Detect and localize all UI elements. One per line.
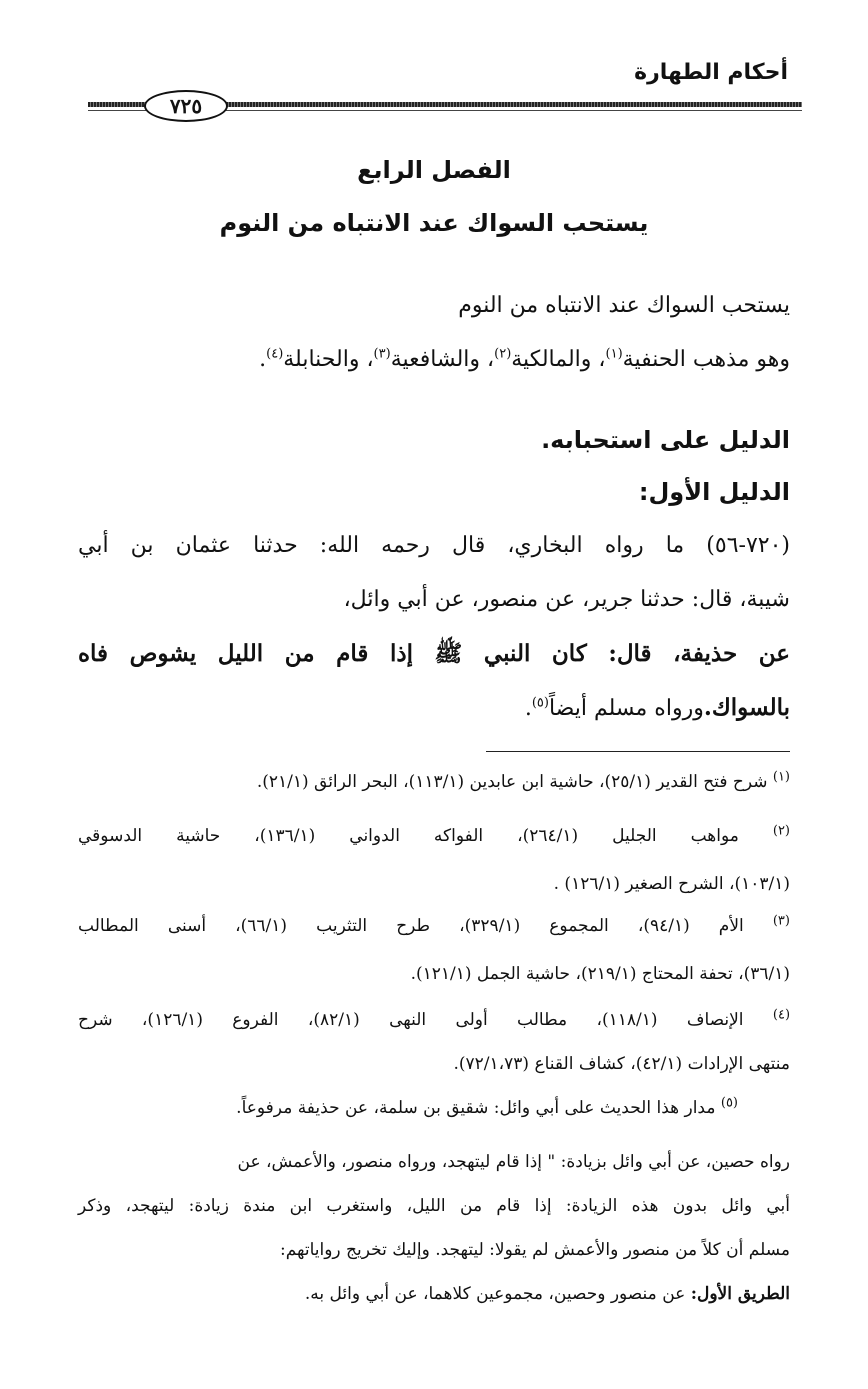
footnote-1-text: شرح فتح القدير (٢٥/١)، حاشية ابن عابدين (١١٣/١)، البحر الرائق (٢١/١). bbox=[256, 772, 768, 792]
hadith-chain-line-1: (٧٢٠-٥٦) ما رواه البخاري، قال رحمه الله: حدثنا عثمان بن أبي bbox=[78, 533, 790, 558]
paragraph-1: يستحب السواك عند الانتباه من النوم bbox=[458, 293, 790, 318]
footnote-4-line-1 bbox=[78, 1002, 790, 1038]
p2-text-a: وهو مذهب الحنفية bbox=[622, 347, 790, 372]
footnote-1 bbox=[257, 764, 790, 800]
page-number: ٧٢٥ bbox=[144, 90, 228, 122]
hadith-text-line-1: عن حذيفة، قال: كان النبي ﷺ إذا قام من الليل يشوص فاه bbox=[78, 640, 790, 667]
footnote-1-number: (١) bbox=[772, 769, 790, 785]
p2-text-d: ، والحنابلة bbox=[283, 347, 374, 372]
footnote-5-number: (٥) bbox=[720, 1095, 738, 1111]
p2-text-c: ، والشافعية bbox=[390, 347, 495, 372]
footnote-5-line-4: مسلم أن كلاً من منصور والأعمش لم يقولا: ليتهجد. وإليك تخريج رواياتهم: bbox=[279, 1240, 790, 1260]
paragraph-2 bbox=[259, 340, 790, 380]
footnote-3-line-1 bbox=[78, 908, 790, 944]
footnote-2-line-1 bbox=[78, 818, 790, 854]
p2-text-e: . bbox=[259, 347, 267, 372]
footnote-3-line-2: (٣٦/١)، تحفة المحتاج (٢١٩/١)، حاشية الجمل (١٢١/١). bbox=[410, 964, 790, 984]
hadith-end: . bbox=[524, 696, 532, 721]
footnote-ref-1: (١) bbox=[605, 346, 623, 362]
evidence-heading: الدليل على استحبابه. bbox=[541, 426, 790, 454]
first-evidence-heading: الدليل الأول: bbox=[638, 478, 790, 506]
footnote-5-text-1: مدار هذا الحديث على أبي وائل: شقيق بن سلمة، عن حذيفة مرفوعاً. bbox=[236, 1098, 716, 1118]
hadith-chain-line-2: شيبة، قال: حدثنا جرير، عن منصور، عن أبي وائل، bbox=[343, 587, 790, 612]
chapter-subtitle: يستحب السواك عند الانتباه من النوم bbox=[219, 209, 649, 237]
hadith-text-line-2 bbox=[525, 688, 790, 729]
footnote-5-line-3: أبي وائل بدون هذه الزيادة: إذا قام من الليل، واستغرب ابن مندة زيادة: ليتهجد، وذكر bbox=[78, 1196, 790, 1216]
footnote-5-line-5 bbox=[305, 1276, 790, 1312]
footnote-2-text-1: مواهب الجليل (٢٦٤/١)، الفواكه الدواني (١٣٦/١)، حاشية الدسوقي bbox=[78, 826, 739, 846]
chapter-title: الفصل الرابع bbox=[357, 156, 511, 184]
footnote-ref-5: (٥) bbox=[531, 695, 549, 711]
hadith-narration-note: ورواه مسلم أيضاً bbox=[548, 696, 704, 721]
footnote-ref-3: (٣) bbox=[373, 346, 391, 362]
footnote-5-line-1 bbox=[236, 1090, 738, 1126]
footnote-ref-2: (٢) bbox=[494, 346, 512, 362]
footnote-2-number: (٢) bbox=[772, 823, 790, 839]
footnote-4-number: (٤) bbox=[772, 1007, 791, 1023]
p2-text-b: ، والمالكية bbox=[511, 347, 606, 372]
footnote-ref-4: (٤) bbox=[266, 346, 284, 362]
hadith-text-bold: بالسواك. bbox=[703, 694, 790, 721]
footnote-3-text-1: الأم (٩٤/١)، المجموع (٣٢٩/١)، طرح التثريب (٦٦/١)، أسنى المطالب bbox=[78, 916, 744, 936]
footnote-3-number: (٣) bbox=[772, 913, 790, 929]
footnote-5-line-2: رواه حصين، عن أبي وائل بزيادة: " إذا قام ليتهجد، ورواه منصور، والأعمش، عن bbox=[237, 1152, 790, 1172]
footnote-4-text-1: الإنصاف (١١٨/١)، مطالب أولى النهى (٨٢/١)، الفروع (١٢٦/١)، شرح bbox=[78, 1010, 744, 1030]
running-title: أحكام الطهارة bbox=[634, 60, 788, 85]
footnote-4-line-2: منتهى الإرادات (٤٢/١)، كشاف القناع (٧٢/١،٧٣). bbox=[453, 1054, 790, 1074]
first-path-text: عن منصور وحصين، مجموعين كلاهما، عن أبي وائل به. bbox=[304, 1284, 691, 1304]
first-path-label: الطريق الأول: bbox=[690, 1284, 790, 1304]
footnote-2-line-2: (١٠٣/١)، الشرح الصغير (١٢٦/١) . bbox=[553, 874, 790, 894]
footnote-separator bbox=[486, 751, 790, 752]
